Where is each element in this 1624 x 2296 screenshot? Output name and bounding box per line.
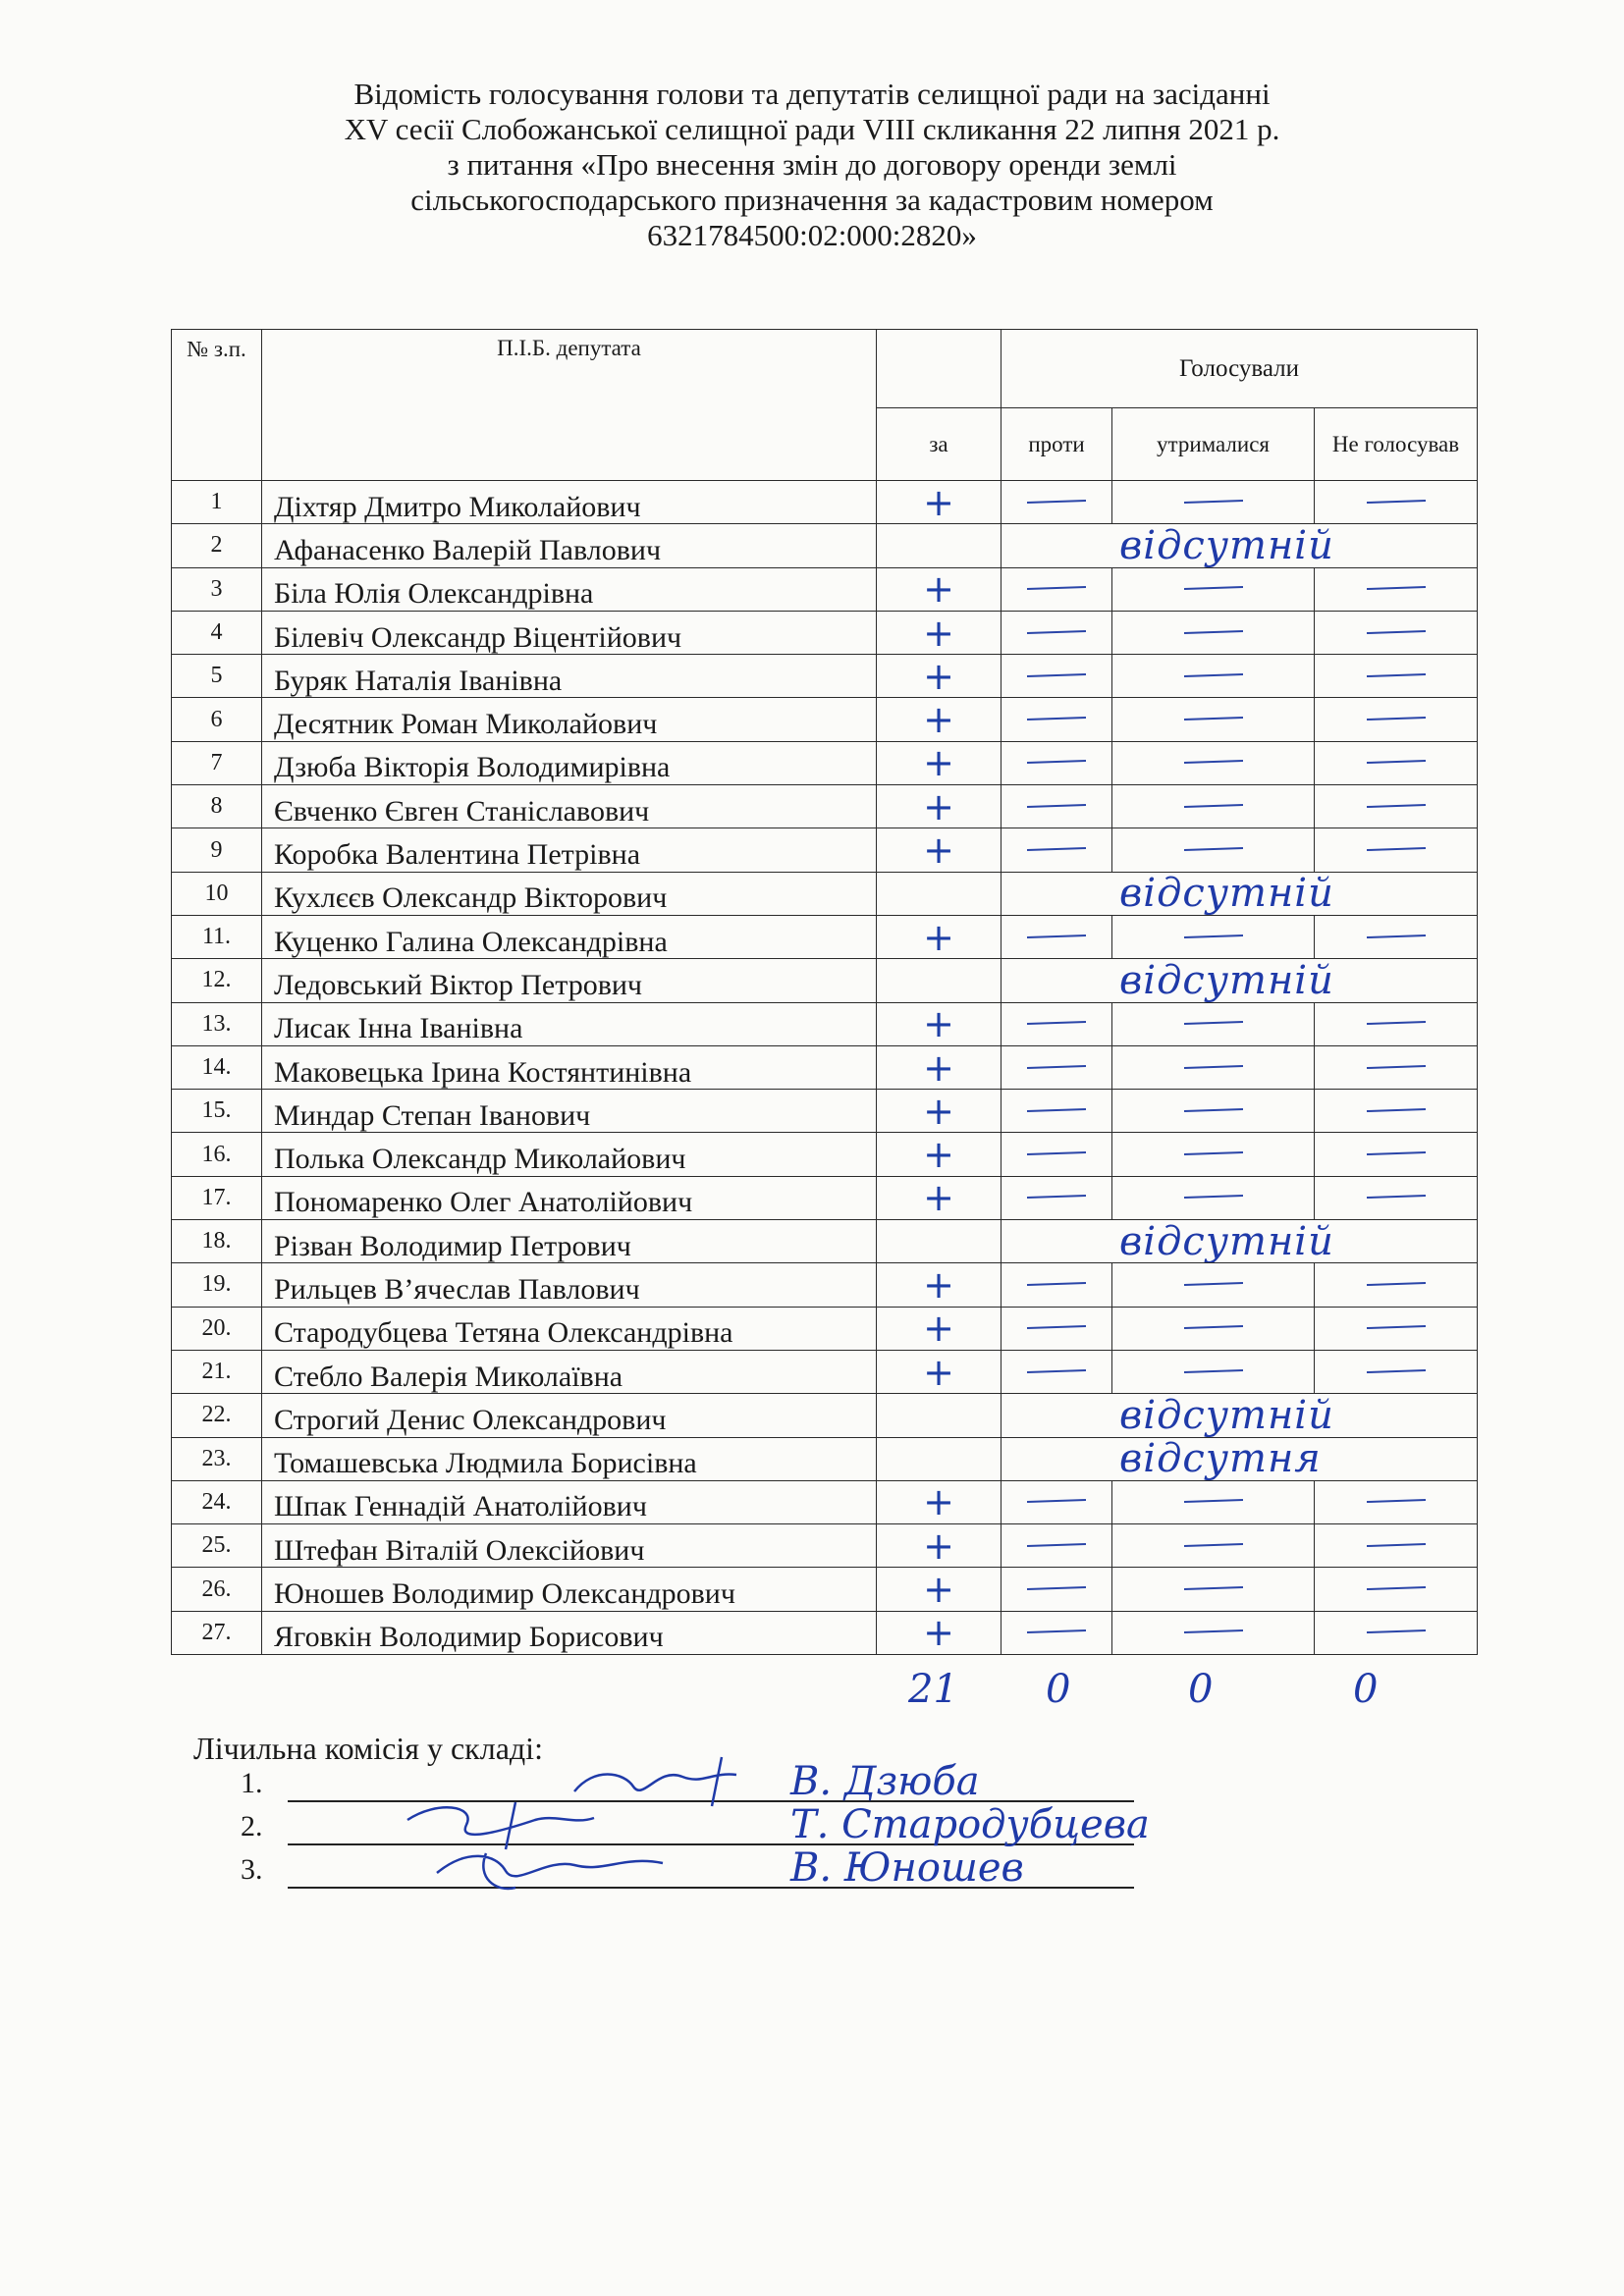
row-number: 4 xyxy=(172,611,262,654)
table-row xyxy=(172,915,1478,958)
row-number: 15. xyxy=(172,1090,262,1133)
deputy-name xyxy=(262,785,877,828)
vote-against-dash xyxy=(1001,1133,1112,1176)
vote-against-dash xyxy=(1001,1350,1112,1393)
vote-abstain-dash xyxy=(1112,915,1315,958)
vote-for-mark: + xyxy=(877,1002,1001,1045)
dash-mark xyxy=(1183,1151,1242,1155)
deputy-name-text: Дзюба Вікторія Володимирівна xyxy=(274,751,671,784)
table-row xyxy=(172,828,1478,872)
dash-mark xyxy=(1183,629,1242,633)
dash-mark xyxy=(1366,1151,1425,1155)
vote-not-voted-dash xyxy=(1315,1176,1478,1219)
vote-not-voted-dash xyxy=(1315,1263,1478,1307)
deputy-name-text: Біла Юлія Олександрівна xyxy=(274,577,594,611)
dash-mark xyxy=(1366,1586,1425,1590)
vote-abstain-dash xyxy=(1112,828,1315,872)
dash-mark xyxy=(1183,1282,1242,1286)
vote-not-voted-dash xyxy=(1315,1611,1478,1654)
dash-mark xyxy=(1027,717,1086,721)
row-number: 11. xyxy=(172,915,262,958)
table-row xyxy=(172,1176,1478,1219)
vote-against-dash xyxy=(1001,915,1112,958)
vote-abstain-dash xyxy=(1112,1568,1315,1611)
deputy-name-text: Штефан Віталій Олексійович xyxy=(274,1533,645,1567)
deputy-name xyxy=(262,828,877,872)
dash-mark xyxy=(1027,1064,1086,1068)
deputy-name-text: Миндар Степан Іванович xyxy=(274,1098,591,1132)
header-blank xyxy=(877,330,1001,408)
row-number: 3 xyxy=(172,567,262,611)
vote-against-dash xyxy=(1001,1263,1112,1307)
vote-against-dash xyxy=(1001,611,1112,654)
table-row xyxy=(172,698,1478,741)
deputy-name xyxy=(262,1568,877,1611)
title-line-5: 6321784500:02:000:2820» xyxy=(647,218,977,252)
dash-mark xyxy=(1183,1108,1242,1112)
dash-mark xyxy=(1366,934,1425,938)
deputy-name xyxy=(262,1045,877,1089)
absent-note: відсутній xyxy=(1001,1394,1478,1437)
table-row xyxy=(172,524,1478,567)
vote-against-dash xyxy=(1001,1090,1112,1133)
vote-against-dash xyxy=(1001,567,1112,611)
dash-mark xyxy=(1183,934,1242,938)
vote-for-empty xyxy=(877,1437,1001,1480)
vote-for-mark: + xyxy=(877,785,1001,828)
row-number: 23. xyxy=(172,1437,262,1480)
vote-abstain-dash xyxy=(1112,1350,1315,1393)
vote-not-voted-dash xyxy=(1315,785,1478,828)
vote-not-voted-dash xyxy=(1315,655,1478,698)
header-number: № з.п. xyxy=(172,330,262,481)
dash-mark xyxy=(1366,760,1425,764)
deputy-name-text: Полька Олександр Миколайович xyxy=(274,1143,686,1176)
vote-totals xyxy=(0,1667,1624,1716)
deputy-name xyxy=(262,655,877,698)
total-not-voted: 0 xyxy=(1353,1667,1379,1712)
title-line-2: XV сесії Слобожанської селищної ради VIII скликання 22 липня 2021 р. xyxy=(344,112,1280,146)
dash-mark xyxy=(1366,1543,1425,1547)
vote-for-mark: + xyxy=(877,1611,1001,1654)
dash-mark xyxy=(1027,1282,1086,1286)
dash-mark xyxy=(1027,1195,1086,1199)
dash-mark xyxy=(1183,804,1242,808)
deputy-name-text: Різван Володимир Петрович xyxy=(274,1229,631,1262)
vote-for-mark: + xyxy=(877,741,1001,784)
dash-mark xyxy=(1027,1108,1086,1112)
dash-mark xyxy=(1366,629,1425,633)
vote-against-dash xyxy=(1001,1611,1112,1654)
commission-member-3 xyxy=(241,1845,1134,1891)
dash-mark xyxy=(1027,934,1086,938)
vote-abstain-dash xyxy=(1112,567,1315,611)
dash-mark xyxy=(1366,804,1425,808)
deputy-name xyxy=(262,481,877,524)
vote-abstain-dash xyxy=(1112,698,1315,741)
row-number: 22. xyxy=(172,1394,262,1437)
dash-mark xyxy=(1027,847,1086,851)
row-number: 9 xyxy=(172,828,262,872)
vote-for-mark: + xyxy=(877,1307,1001,1350)
vote-abstain-dash xyxy=(1112,1045,1315,1089)
dash-mark xyxy=(1366,1369,1425,1373)
vote-against-dash xyxy=(1001,1524,1112,1568)
vote-for-mark: + xyxy=(877,1176,1001,1219)
dash-mark xyxy=(1183,500,1242,504)
member-name: Т. Стародубцева xyxy=(790,1802,1150,1847)
deputy-name xyxy=(262,1307,877,1350)
dash-mark xyxy=(1366,1195,1425,1199)
table-row xyxy=(172,567,1478,611)
dash-mark xyxy=(1183,586,1242,590)
vote-not-voted-dash xyxy=(1315,1133,1478,1176)
vote-against-dash xyxy=(1001,1568,1112,1611)
dash-mark xyxy=(1366,1064,1425,1068)
deputy-name xyxy=(262,611,877,654)
signature-scribble-icon xyxy=(427,1834,682,1902)
deputy-name xyxy=(262,1090,877,1133)
vote-against-dash xyxy=(1001,1176,1112,1219)
dash-mark xyxy=(1366,717,1425,721)
vote-not-voted-dash xyxy=(1315,915,1478,958)
vote-not-voted-dash xyxy=(1315,1090,1478,1133)
deputy-name-text: Ледовський Віктор Петрович xyxy=(274,968,642,1001)
dash-mark xyxy=(1183,1629,1242,1633)
dash-mark xyxy=(1027,1629,1086,1633)
dash-mark xyxy=(1027,804,1086,808)
dash-mark xyxy=(1027,629,1086,633)
deputy-name-text: Лисак Інна Іванівна xyxy=(274,1012,523,1045)
dash-mark xyxy=(1027,1151,1086,1155)
dash-mark xyxy=(1183,673,1242,677)
vote-abstain-dash xyxy=(1112,655,1315,698)
vote-against-dash xyxy=(1001,1002,1112,1045)
member-name: В. Юношев xyxy=(790,1845,1024,1891)
deputy-name xyxy=(262,959,877,1002)
vote-for-mark: + xyxy=(877,611,1001,654)
vote-abstain-dash xyxy=(1112,1176,1315,1219)
dash-mark xyxy=(1183,1325,1242,1329)
table-row xyxy=(172,1133,1478,1176)
vote-for-mark: + xyxy=(877,1524,1001,1568)
deputy-name-text: Юношев Володимир Олександрович xyxy=(274,1577,735,1611)
deputy-name xyxy=(262,1133,877,1176)
vote-for-empty xyxy=(877,1220,1001,1263)
vote-abstain-dash xyxy=(1112,1090,1315,1133)
dash-mark xyxy=(1027,760,1086,764)
deputy-name xyxy=(262,1002,877,1045)
vote-for-mark: + xyxy=(877,1133,1001,1176)
row-number: 10 xyxy=(172,872,262,915)
document-title xyxy=(0,77,1624,253)
dash-mark xyxy=(1366,1499,1425,1503)
deputy-name-text: Євченко Євген Станіславович xyxy=(274,794,650,828)
table-row xyxy=(172,481,1478,524)
table-row xyxy=(172,1220,1478,1263)
vote-for-mark: + xyxy=(877,698,1001,741)
header-not-voted: Не голосував xyxy=(1315,408,1478,481)
vote-not-voted-dash xyxy=(1315,481,1478,524)
row-number: 24. xyxy=(172,1480,262,1523)
deputy-name-text: Рильцев В’ячеслав Павлович xyxy=(274,1272,640,1306)
absent-note: відсутній xyxy=(1001,872,1478,915)
dash-mark xyxy=(1366,1282,1425,1286)
member-name: В. Дзюба xyxy=(790,1759,980,1804)
dash-mark xyxy=(1027,1499,1086,1503)
vote-abstain-dash xyxy=(1112,1611,1315,1654)
deputy-name-text: Куценко Галина Олександрівна xyxy=(274,925,668,958)
vote-against-dash xyxy=(1001,1480,1112,1523)
dash-mark xyxy=(1183,1586,1242,1590)
vote-not-voted-dash xyxy=(1315,828,1478,872)
dash-mark xyxy=(1183,1064,1242,1068)
vote-for-empty xyxy=(877,959,1001,1002)
deputy-name-text: Строгий Денис Олександрович xyxy=(274,1403,667,1436)
dash-mark xyxy=(1366,1629,1425,1633)
deputy-name xyxy=(262,1350,877,1393)
table-row xyxy=(172,1350,1478,1393)
row-number: 13. xyxy=(172,1002,262,1045)
table-row xyxy=(172,959,1478,1002)
vote-for-mark: + xyxy=(877,481,1001,524)
vote-not-voted-dash xyxy=(1315,1568,1478,1611)
dash-mark xyxy=(1027,500,1086,504)
dash-mark xyxy=(1366,1325,1425,1329)
deputy-name xyxy=(262,567,877,611)
vote-against-dash xyxy=(1001,1307,1112,1350)
deputy-name-text: Десятник Роман Миколайович xyxy=(274,708,658,741)
table-row xyxy=(172,1611,1478,1654)
title-line-3: з питання «Про внесення змін до договору оренди землі xyxy=(447,147,1177,182)
vote-not-voted-dash xyxy=(1315,1045,1478,1089)
deputy-name-text: Стародубцева Тетяна Олександрівна xyxy=(274,1316,733,1350)
total-for: 21 xyxy=(908,1667,958,1712)
vote-for-mark: + xyxy=(877,655,1001,698)
dash-mark xyxy=(1183,847,1242,851)
vote-against-dash xyxy=(1001,785,1112,828)
absent-note: відсутній xyxy=(1001,1220,1478,1263)
vote-not-voted-dash xyxy=(1315,567,1478,611)
dash-mark xyxy=(1366,500,1425,504)
vote-not-voted-dash xyxy=(1315,741,1478,784)
title-line-4: сільськогосподарського призначення за кадастровим номером xyxy=(410,183,1214,217)
dash-mark xyxy=(1027,586,1086,590)
row-number: 19. xyxy=(172,1263,262,1307)
vote-against-dash xyxy=(1001,828,1112,872)
table-row xyxy=(172,1045,1478,1089)
row-number: 27. xyxy=(172,1611,262,1654)
deputy-name-text: Діхтяр Дмитро Миколайович xyxy=(274,490,641,523)
member-number: 2. xyxy=(241,1810,263,1842)
vote-for-mark: + xyxy=(877,1263,1001,1307)
dash-mark xyxy=(1366,1108,1425,1112)
vote-abstain-dash xyxy=(1112,1263,1315,1307)
deputy-name xyxy=(262,1263,877,1307)
vote-for-empty xyxy=(877,1394,1001,1437)
vote-for-mark: + xyxy=(877,1480,1001,1523)
header-voted: Голосували xyxy=(1001,330,1478,408)
deputy-name-text: Стебло Валерія Миколаївна xyxy=(274,1360,623,1393)
vote-abstain-dash xyxy=(1112,481,1315,524)
table-row xyxy=(172,1480,1478,1523)
vote-abstain-dash xyxy=(1112,1307,1315,1350)
table-row xyxy=(172,1524,1478,1568)
commission-label: Лічильна комісія у складі: xyxy=(193,1731,543,1766)
table-row xyxy=(172,1090,1478,1133)
deputy-name-text: Томашевська Людмила Борисівна xyxy=(274,1447,697,1480)
table-row xyxy=(172,872,1478,915)
dash-mark xyxy=(1027,1543,1086,1547)
member-number: 1. xyxy=(241,1767,263,1799)
vote-against-dash xyxy=(1001,1045,1112,1089)
deputy-name-text: Яговкін Володимир Борисович xyxy=(274,1621,664,1654)
row-number: 17. xyxy=(172,1176,262,1219)
header-name: П.І.Б. депутата xyxy=(262,330,877,481)
commission-member-1 xyxy=(241,1759,1134,1804)
deputy-name xyxy=(262,1524,877,1568)
deputy-name xyxy=(262,1394,877,1437)
dash-mark xyxy=(1183,1543,1242,1547)
row-number: 25. xyxy=(172,1524,262,1568)
table-row xyxy=(172,1394,1478,1437)
dash-mark xyxy=(1027,1369,1086,1373)
row-number: 8 xyxy=(172,785,262,828)
dash-mark xyxy=(1027,673,1086,677)
vote-abstain-dash xyxy=(1112,741,1315,784)
deputy-name-text: Коробка Валентина Петрівна xyxy=(274,838,641,872)
row-number: 16. xyxy=(172,1133,262,1176)
total-against: 0 xyxy=(1046,1667,1071,1712)
dash-mark xyxy=(1183,1021,1242,1025)
dash-mark xyxy=(1183,717,1242,721)
member-number: 3. xyxy=(241,1853,263,1886)
total-abstain: 0 xyxy=(1188,1667,1214,1712)
deputy-name-text: Кухлєєв Олександр Вікторович xyxy=(274,881,668,915)
absent-note: відсутня xyxy=(1001,1437,1478,1480)
vote-not-voted-dash xyxy=(1315,1002,1478,1045)
deputy-name xyxy=(262,1611,877,1654)
vote-abstain-dash xyxy=(1112,785,1315,828)
vote-not-voted-dash xyxy=(1315,611,1478,654)
table-row xyxy=(172,1437,1478,1480)
deputy-name-text: Афанасенко Валерій Павлович xyxy=(274,533,662,566)
dash-mark xyxy=(1366,847,1425,851)
vote-for-empty xyxy=(877,524,1001,567)
header-for: за xyxy=(877,408,1001,481)
dash-mark xyxy=(1366,1021,1425,1025)
title-line-1: Відомість голосування голови та депутатів селищної ради на засіданні xyxy=(353,77,1271,111)
vote-abstain-dash xyxy=(1112,1002,1315,1045)
vote-for-mark: + xyxy=(877,1090,1001,1133)
vote-against-dash xyxy=(1001,741,1112,784)
deputy-name-text: Білевіч Олександр Віцентійович xyxy=(274,620,682,654)
vote-not-voted-dash xyxy=(1315,1524,1478,1568)
row-number: 7 xyxy=(172,741,262,784)
deputy-name-text: Шпак Геннадій Анатолійович xyxy=(274,1490,647,1523)
vote-not-voted-dash xyxy=(1315,1480,1478,1523)
vote-for-mark: + xyxy=(877,1350,1001,1393)
vote-against-dash xyxy=(1001,655,1112,698)
vote-against-dash xyxy=(1001,481,1112,524)
vote-not-voted-dash xyxy=(1315,1350,1478,1393)
table-row xyxy=(172,1263,1478,1307)
vote-not-voted-dash xyxy=(1315,1307,1478,1350)
dash-mark xyxy=(1183,1499,1242,1503)
row-number: 14. xyxy=(172,1045,262,1089)
dash-mark xyxy=(1027,1325,1086,1329)
vote-for-empty xyxy=(877,872,1001,915)
commission-member-2 xyxy=(241,1802,1150,1847)
vote-for-mark: + xyxy=(877,1568,1001,1611)
deputy-name-text: Маковецька Ірина Костянтинівна xyxy=(274,1055,692,1089)
dash-mark xyxy=(1366,673,1425,677)
deputy-name xyxy=(262,698,877,741)
row-number: 1 xyxy=(172,481,262,524)
vote-not-voted-dash xyxy=(1315,698,1478,741)
deputy-name xyxy=(262,1480,877,1523)
row-number: 21. xyxy=(172,1350,262,1393)
vote-for-mark: + xyxy=(877,1045,1001,1089)
table-row xyxy=(172,785,1478,828)
deputy-name xyxy=(262,1176,877,1219)
deputy-name xyxy=(262,741,877,784)
header-abstain: утрималися xyxy=(1112,408,1315,481)
vote-abstain-dash xyxy=(1112,1133,1315,1176)
deputy-name xyxy=(262,1437,877,1480)
absent-note: відсутній xyxy=(1001,524,1478,567)
vote-for-mark: + xyxy=(877,915,1001,958)
table-row xyxy=(172,1568,1478,1611)
dash-mark xyxy=(1027,1586,1086,1590)
deputy-name-text: Буряк Наталія Іванівна xyxy=(274,664,563,697)
row-number: 26. xyxy=(172,1568,262,1611)
deputy-name xyxy=(262,872,877,915)
header-against: проти xyxy=(1001,408,1112,481)
row-number: 18. xyxy=(172,1220,262,1263)
vote-abstain-dash xyxy=(1112,1480,1315,1523)
row-number: 6 xyxy=(172,698,262,741)
vote-for-mark: + xyxy=(877,567,1001,611)
deputy-name xyxy=(262,915,877,958)
dash-mark xyxy=(1366,586,1425,590)
row-number: 2 xyxy=(172,524,262,567)
deputy-name xyxy=(262,1220,877,1263)
table-row xyxy=(172,1307,1478,1350)
vote-for-mark: + xyxy=(877,828,1001,872)
dash-mark xyxy=(1183,760,1242,764)
row-number: 12. xyxy=(172,959,262,1002)
table-row xyxy=(172,655,1478,698)
deputy-name xyxy=(262,524,877,567)
voting-table xyxy=(171,329,1478,1655)
table-row xyxy=(172,741,1478,784)
vote-abstain-dash xyxy=(1112,611,1315,654)
table-row xyxy=(172,611,1478,654)
row-number: 20. xyxy=(172,1307,262,1350)
vote-against-dash xyxy=(1001,698,1112,741)
dash-mark xyxy=(1183,1369,1242,1373)
vote-abstain-dash xyxy=(1112,1524,1315,1568)
dash-mark xyxy=(1183,1195,1242,1199)
deputy-name-text: Пономаренко Олег Анатолійович xyxy=(274,1186,693,1219)
table-row xyxy=(172,1002,1478,1045)
dash-mark xyxy=(1027,1021,1086,1025)
absent-note: відсутній xyxy=(1001,959,1478,1002)
row-number: 5 xyxy=(172,655,262,698)
